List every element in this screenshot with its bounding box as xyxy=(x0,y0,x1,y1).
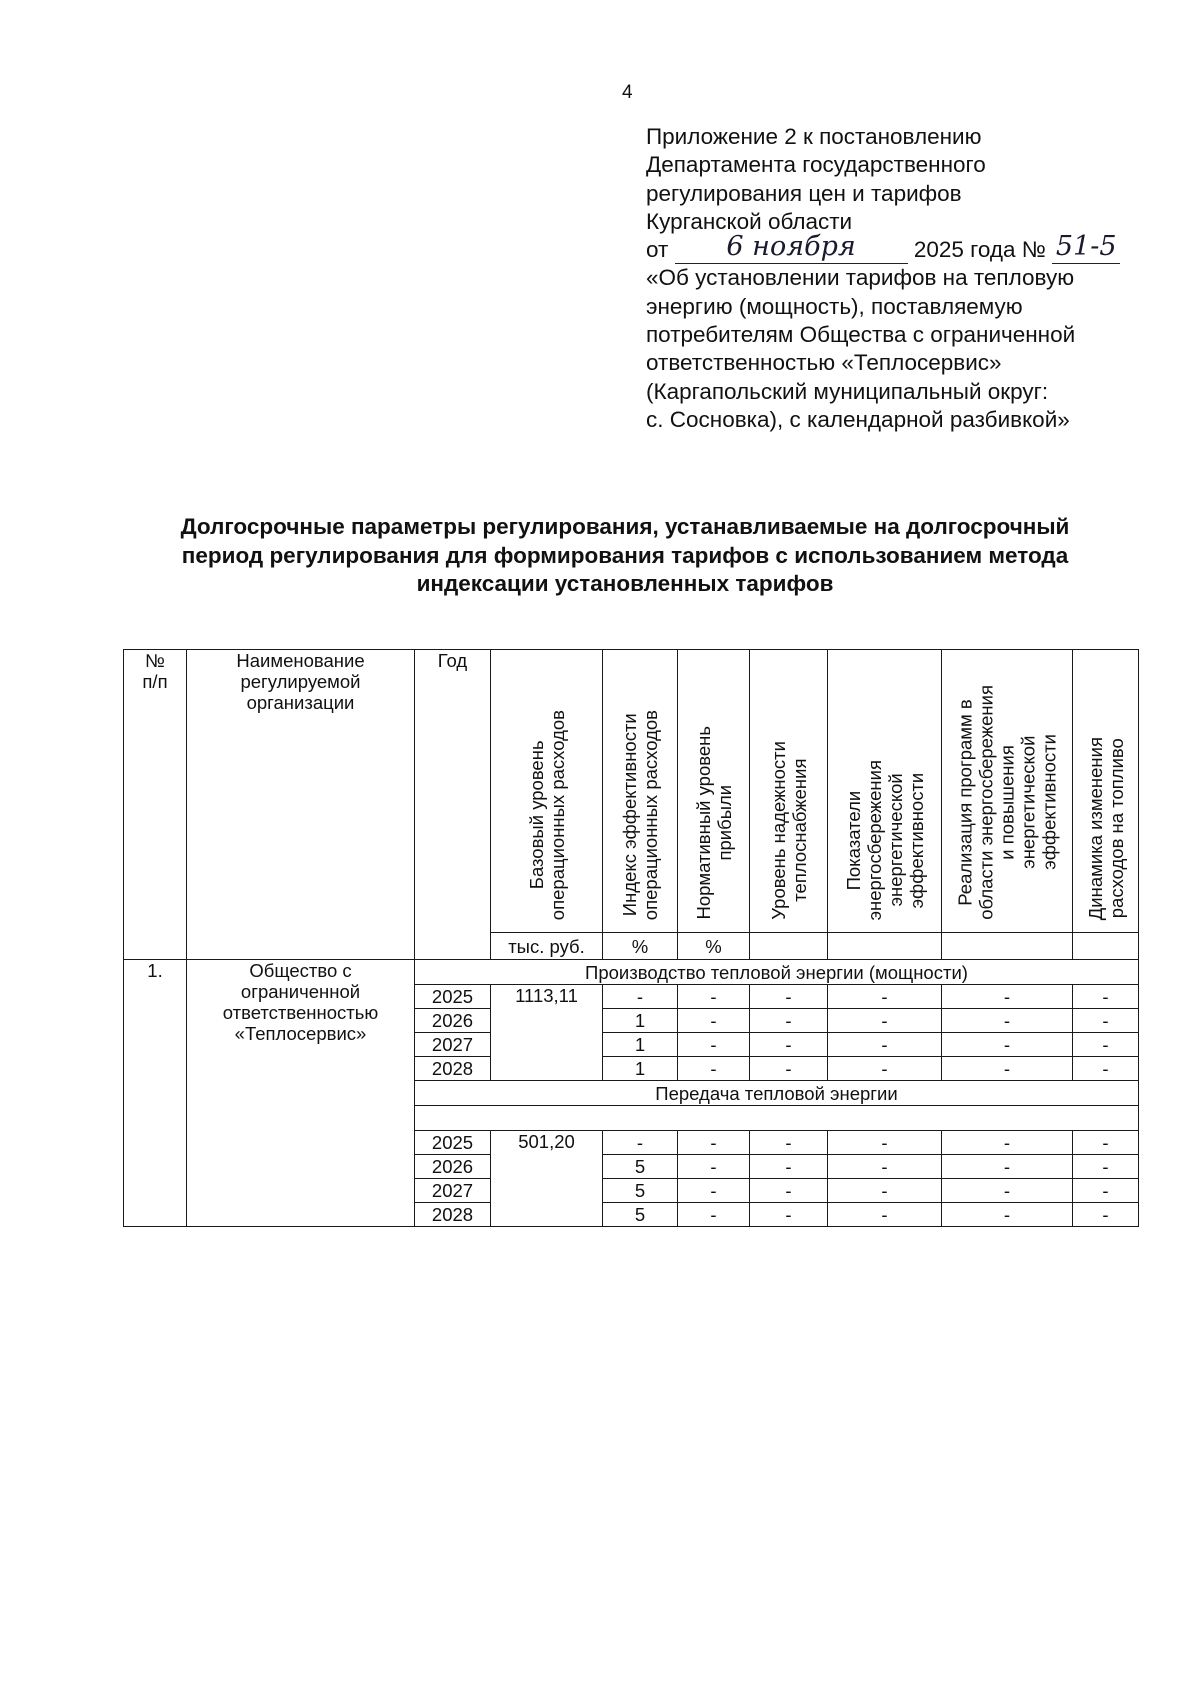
unit-energy-saving xyxy=(828,933,942,960)
cell-efficiency-index: - xyxy=(603,1131,678,1155)
cell-energy-saving: - xyxy=(828,1179,942,1203)
cell-year: 2026 xyxy=(415,1155,491,1179)
title-line: период регулирования для формирования тарифов с использованием метода xyxy=(181,542,1069,568)
cell-profit: - xyxy=(678,1155,750,1179)
appendix-line: Приложение 2 к постановлению xyxy=(646,124,982,149)
cell-reliability: - xyxy=(750,1033,828,1057)
appendix-subject-line: потребителям Общества с ограниченной xyxy=(646,322,1076,348)
cell-fuel: - xyxy=(1073,1057,1139,1081)
cell-fuel: - xyxy=(1073,1009,1139,1033)
parameters-table xyxy=(123,649,1139,1227)
cell-reliability: - xyxy=(750,1155,828,1179)
cell-base-costs: 1113,11 xyxy=(491,985,603,1081)
cell-profit: - xyxy=(678,1033,750,1057)
appendix-subject-line: энергию (мощность), поставляемую xyxy=(646,293,1023,319)
cell-profit: - xyxy=(678,1179,750,1203)
cell-efficiency-index: 1 xyxy=(603,1033,678,1057)
appendix-subject-line: с. Сосновка), с календарной разбивкой» xyxy=(646,406,1070,432)
cell-programs: - xyxy=(942,1009,1073,1033)
cell-energy-saving: - xyxy=(828,1131,942,1155)
cell-fuel: - xyxy=(1073,1131,1139,1155)
unit-efficiency-index: % xyxy=(603,933,678,960)
cell-year: 2027 xyxy=(415,1179,491,1203)
cell-programs: - xyxy=(942,1179,1073,1203)
cell-fuel: - xyxy=(1073,1203,1139,1227)
cell-programs: - xyxy=(942,1155,1073,1179)
cell-year: 2028 xyxy=(415,1057,491,1081)
appendix-line: регулирования цен и тарифов xyxy=(646,180,962,206)
appendix-header xyxy=(646,123,1166,434)
handwritten-date: 6 ноября xyxy=(726,231,856,263)
page-number: 4 xyxy=(622,82,633,103)
cell-year: 2025 xyxy=(415,985,491,1009)
cell-reliability: - xyxy=(750,1057,828,1081)
header-fuel-dynamics: Динамика изменения расходов на топливо xyxy=(1073,650,1139,933)
cell-programs: - xyxy=(942,1057,1073,1081)
unit-base-costs: тыс. руб. xyxy=(491,933,603,960)
cell-efficiency-index: 5 xyxy=(603,1203,678,1227)
appendix-subject-line: (Каргапольский муниципальный округ: xyxy=(646,378,1049,404)
header-profit-level: Нормативный уровень прибыли xyxy=(678,650,750,933)
cell-energy-saving: - xyxy=(828,1155,942,1179)
cell-programs: - xyxy=(942,1131,1073,1155)
document-title xyxy=(130,513,1120,599)
header-energy-saving: Показатели энергосбережения энергетической эффективности xyxy=(828,650,942,933)
appendix-line: Департамента государственного xyxy=(646,152,986,178)
cell-efficiency-index: 1 xyxy=(603,1057,678,1081)
organization-name: Общество с ограниченной ответственностью «Теплосервис» xyxy=(187,960,415,1227)
unit-fuel-dynamics xyxy=(1073,933,1139,960)
date-prefix: от xyxy=(646,237,669,263)
cell-programs: - xyxy=(942,1033,1073,1057)
cell-fuel: - xyxy=(1073,1155,1139,1179)
header-row xyxy=(124,650,1139,933)
cell-profit: - xyxy=(678,1203,750,1227)
cell-reliability: - xyxy=(750,1131,828,1155)
cell-efficiency-index: - xyxy=(603,985,678,1009)
cell-profit: - xyxy=(678,1009,750,1033)
cell-programs: - xyxy=(942,985,1073,1009)
header-reliability: Уровень надежности теплоснабжения xyxy=(750,650,828,933)
header-base-costs: Базовый уровень операционных расходов xyxy=(491,650,603,933)
date-field xyxy=(675,231,908,264)
number-field xyxy=(1052,231,1120,264)
cell-year: 2027 xyxy=(415,1033,491,1057)
cell-energy-saving: - xyxy=(828,1009,942,1033)
section-title: Передача тепловой энергии xyxy=(415,1081,1139,1106)
title-line: Долгосрочные параметры регулирования, устанавливаемые на долгосрочный xyxy=(180,514,1070,539)
unit-profit-level: % xyxy=(678,933,750,960)
cell-reliability: - xyxy=(750,1203,828,1227)
unit-programs xyxy=(942,933,1073,960)
header-num: № п/п xyxy=(124,650,187,960)
handwritten-number: 51-5 xyxy=(1055,231,1117,263)
cell-reliability: - xyxy=(750,985,828,1009)
section-spacer xyxy=(415,1106,1139,1131)
cell-fuel: - xyxy=(1073,985,1139,1009)
header-programs: Реализация программ в области энергосбережения и повышения энергетической эффективности xyxy=(942,650,1073,933)
header-org-name: Наименование регулируемой организации xyxy=(187,650,415,960)
appendix-line: Курганской области xyxy=(646,208,853,234)
cell-efficiency-index: 5 xyxy=(603,1155,678,1179)
cell-energy-saving: - xyxy=(828,1033,942,1057)
section-row xyxy=(124,960,1139,985)
cell-year: 2026 xyxy=(415,1009,491,1033)
cell-energy-saving: - xyxy=(828,1203,942,1227)
unit-reliability xyxy=(750,933,828,960)
cell-base-costs: 501,20 xyxy=(491,1131,603,1227)
section-title: Производство тепловой энергии (мощности) xyxy=(415,960,1139,985)
year-text: 2025 года № xyxy=(913,237,1046,263)
appendix-subject-line: ответственностью «Теплосервис» xyxy=(646,350,1002,376)
cell-programs: - xyxy=(942,1203,1073,1227)
cell-reliability: - xyxy=(750,1179,828,1203)
header-year: Год xyxy=(415,650,491,960)
cell-efficiency-index: 1 xyxy=(603,1009,678,1033)
header-efficiency-index: Индекс эффективности операционных расходов xyxy=(603,650,678,933)
title-line: индексации установленных тарифов xyxy=(416,571,834,596)
appendix-date-line xyxy=(646,231,1166,264)
cell-profit: - xyxy=(678,1057,750,1081)
cell-year: 2028 xyxy=(415,1203,491,1227)
cell-reliability: - xyxy=(750,1009,828,1033)
cell-profit: - xyxy=(678,1131,750,1155)
cell-fuel: - xyxy=(1073,1033,1139,1057)
cell-energy-saving: - xyxy=(828,1057,942,1081)
cell-energy-saving: - xyxy=(828,985,942,1009)
row-number: 1. xyxy=(124,960,187,1227)
cell-year: 2025 xyxy=(415,1131,491,1155)
cell-fuel: - xyxy=(1073,1179,1139,1203)
cell-profit: - xyxy=(678,985,750,1009)
cell-efficiency-index: 5 xyxy=(603,1179,678,1203)
appendix-subject-line: «Об установлении тарифов на тепловую xyxy=(646,265,1075,291)
